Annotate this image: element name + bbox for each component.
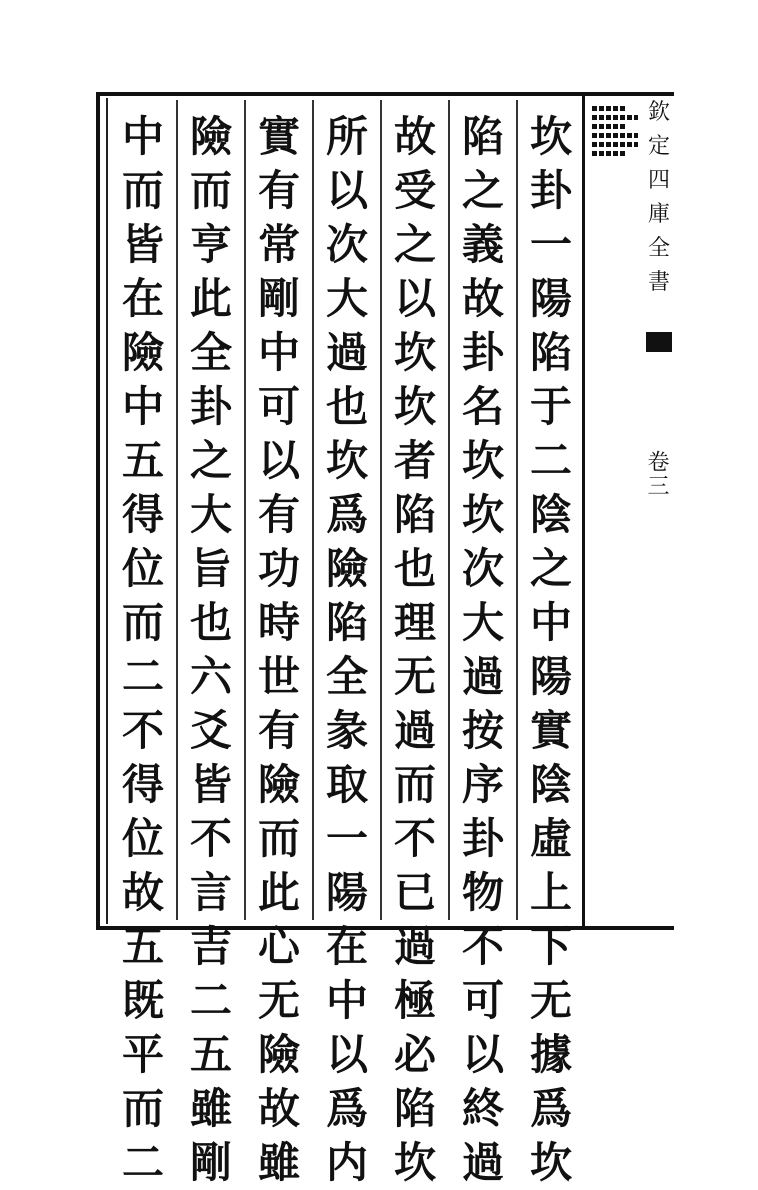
text-char: 亨 — [189, 220, 232, 269]
text-char: 得 — [121, 760, 164, 809]
text-char: 已 — [393, 868, 436, 917]
text-char: 名 — [461, 382, 504, 431]
text-char: 在 — [121, 274, 164, 323]
text-char: 險 — [257, 760, 300, 809]
text-char: 世 — [257, 652, 300, 701]
text-char: 坎 — [461, 436, 504, 485]
text-char: 也 — [325, 382, 368, 431]
text-char: 吉 — [189, 922, 232, 971]
text-char: 中 — [325, 976, 368, 1025]
text-column-4 — [314, 110, 380, 1187]
text-char: 不 — [393, 814, 436, 863]
text-char: 旨 — [189, 544, 232, 593]
text-char: 此 — [189, 274, 232, 323]
text-char: 大 — [189, 490, 232, 539]
text-column-3 — [382, 110, 448, 1187]
text-char: 无 — [257, 976, 300, 1025]
text-char: 虛 — [529, 814, 572, 863]
text-char: 一 — [529, 220, 572, 269]
text-char: 一 — [325, 814, 368, 863]
text-char: 而 — [393, 760, 436, 809]
text-char: 以 — [325, 1030, 368, 1079]
text-char: 有 — [257, 166, 300, 215]
text-char: 也 — [189, 598, 232, 647]
text-char: 爲 — [325, 490, 368, 539]
text-char: 陰 — [529, 760, 572, 809]
text-char: 全 — [189, 328, 232, 377]
text-char: 極 — [393, 976, 436, 1025]
text-char: 義 — [461, 220, 504, 269]
text-char: 卦 — [461, 814, 504, 863]
text-char: 也 — [393, 544, 436, 593]
text-char: 可 — [257, 382, 300, 431]
text-char: 彖 — [325, 706, 368, 755]
text-char: 坎 — [529, 112, 572, 161]
text-char: 不 — [121, 706, 164, 755]
text-char: 言 — [189, 868, 232, 917]
text-char: 卦 — [189, 382, 232, 431]
text-char: 全 — [325, 652, 368, 701]
text-char: 之 — [529, 544, 572, 593]
margin-title-char: 定 — [647, 134, 670, 159]
text-column-1 — [518, 110, 584, 1187]
text-char: 爻 — [189, 706, 232, 755]
text-char: 實 — [257, 112, 300, 161]
text-char: 坎 — [393, 1138, 436, 1187]
volume-label: 卷三 — [644, 450, 669, 498]
text-char: 五 — [121, 436, 164, 485]
text-char: 有 — [257, 490, 300, 539]
text-char: 剛 — [189, 1138, 232, 1187]
text-char: 故 — [393, 112, 436, 161]
text-char: 陷 — [461, 112, 504, 161]
text-column-6 — [178, 110, 244, 1187]
text-char: 此 — [257, 868, 300, 917]
text-char: 之 — [393, 220, 436, 269]
text-char: 平 — [121, 1030, 164, 1079]
text-char: 不 — [461, 922, 504, 971]
text-char: 受 — [393, 166, 436, 215]
text-char: 次 — [325, 220, 368, 269]
text-char: 者 — [393, 436, 436, 485]
text-char: 陷 — [393, 490, 436, 539]
text-char: 而 — [121, 598, 164, 647]
text-char: 大 — [325, 274, 368, 323]
text-char: 以 — [461, 1030, 504, 1079]
text-char: 雖 — [189, 1084, 232, 1133]
text-char: 險 — [325, 544, 368, 593]
margin-title-char: 欽 — [647, 100, 670, 125]
text-char: 取 — [325, 760, 368, 809]
text-char: 以 — [257, 436, 300, 485]
margin-title-char: 書 — [647, 270, 670, 295]
text-char: 六 — [189, 652, 232, 701]
text-char: 陽 — [529, 274, 572, 323]
text-char: 而 — [257, 814, 300, 863]
margin-title-char: 四 — [647, 168, 670, 193]
text-char: 坎 — [461, 490, 504, 539]
text-char: 以 — [393, 274, 436, 323]
text-char: 故 — [121, 868, 164, 917]
text-char: 時 — [257, 598, 300, 647]
text-char: 陷 — [393, 1084, 436, 1133]
text-char: 卦 — [461, 328, 504, 377]
text-char: 于 — [529, 382, 572, 431]
text-char: 過 — [325, 328, 368, 377]
margin-black-mark — [646, 332, 672, 352]
text-char: 卦 — [529, 166, 572, 215]
text-column-7 — [110, 110, 176, 1187]
text-char: 二 — [189, 976, 232, 1025]
text-char: 内 — [325, 1138, 368, 1187]
text-char: 二 — [121, 1138, 164, 1187]
text-char: 過 — [393, 706, 436, 755]
text-char: 過 — [461, 652, 504, 701]
text-char: 既 — [121, 976, 164, 1025]
text-char: 爲 — [325, 1084, 368, 1133]
text-char: 二 — [121, 652, 164, 701]
text-char: 坎 — [325, 436, 368, 485]
margin-title-char: 全 — [647, 236, 670, 261]
text-char: 必 — [393, 1030, 436, 1079]
text-char: 之 — [189, 436, 232, 485]
text-char: 所 — [325, 112, 368, 161]
text-char: 雖 — [257, 1138, 300, 1187]
text-char: 坎 — [393, 328, 436, 377]
text-char: 可 — [461, 976, 504, 1025]
text-char: 在 — [325, 922, 368, 971]
text-char: 次 — [461, 544, 504, 593]
margin-title — [644, 96, 674, 300]
text-char: 坎 — [529, 1138, 572, 1187]
text-char: 皆 — [121, 220, 164, 269]
text-char: 中 — [529, 598, 572, 647]
text-char: 位 — [121, 544, 164, 593]
text-char: 終 — [461, 1084, 504, 1133]
text-char: 理 — [393, 598, 436, 647]
text-column-5 — [246, 110, 312, 1187]
text-char: 故 — [257, 1084, 300, 1133]
text-char: 險 — [257, 1030, 300, 1079]
text-char: 五 — [121, 922, 164, 971]
text-char: 之 — [461, 166, 504, 215]
text-char: 中 — [121, 382, 164, 431]
text-char: 上 — [529, 868, 572, 917]
text-char: 險 — [189, 112, 232, 161]
text-char: 中 — [257, 328, 300, 377]
text-char: 坎 — [393, 382, 436, 431]
text-char: 序 — [461, 760, 504, 809]
text-char: 心 — [257, 922, 300, 971]
text-char: 不 — [189, 814, 232, 863]
text-char: 而 — [121, 1084, 164, 1133]
text-char: 陽 — [529, 652, 572, 701]
text-char: 有 — [257, 706, 300, 755]
text-column-2 — [450, 110, 516, 1187]
text-char: 功 — [257, 544, 300, 593]
text-char: 以 — [325, 166, 368, 215]
text-char: 位 — [121, 814, 164, 863]
text-char: 而 — [121, 166, 164, 215]
text-char: 皆 — [189, 760, 232, 809]
text-char: 五 — [189, 1030, 232, 1079]
text-char: 陷 — [325, 598, 368, 647]
text-char: 大 — [461, 598, 504, 647]
margin-title-char: 庫 — [647, 202, 670, 227]
text-char: 過 — [393, 922, 436, 971]
text-char: 得 — [121, 490, 164, 539]
text-char: 下 — [529, 922, 572, 971]
text-char: 无 — [393, 652, 436, 701]
text-char: 故 — [461, 274, 504, 323]
text-char: 中 — [121, 112, 164, 161]
text-char: 二 — [529, 436, 572, 485]
text-char: 爲 — [529, 1084, 572, 1133]
text-char: 无 — [529, 976, 572, 1025]
text-char: 過 — [461, 1138, 504, 1187]
text-char: 剛 — [257, 274, 300, 323]
margin-header-blocks — [592, 102, 640, 160]
text-char: 陷 — [529, 328, 572, 377]
text-char: 據 — [529, 1030, 572, 1079]
text-char: 陰 — [529, 490, 572, 539]
text-char: 按 — [461, 706, 504, 755]
text-char: 險 — [121, 328, 164, 377]
outer-left-rule — [106, 98, 108, 924]
text-char: 而 — [189, 166, 232, 215]
text-char: 常 — [257, 220, 300, 269]
text-char: 陽 — [325, 868, 368, 917]
text-char: 實 — [529, 706, 572, 755]
text-char: 物 — [461, 868, 504, 917]
